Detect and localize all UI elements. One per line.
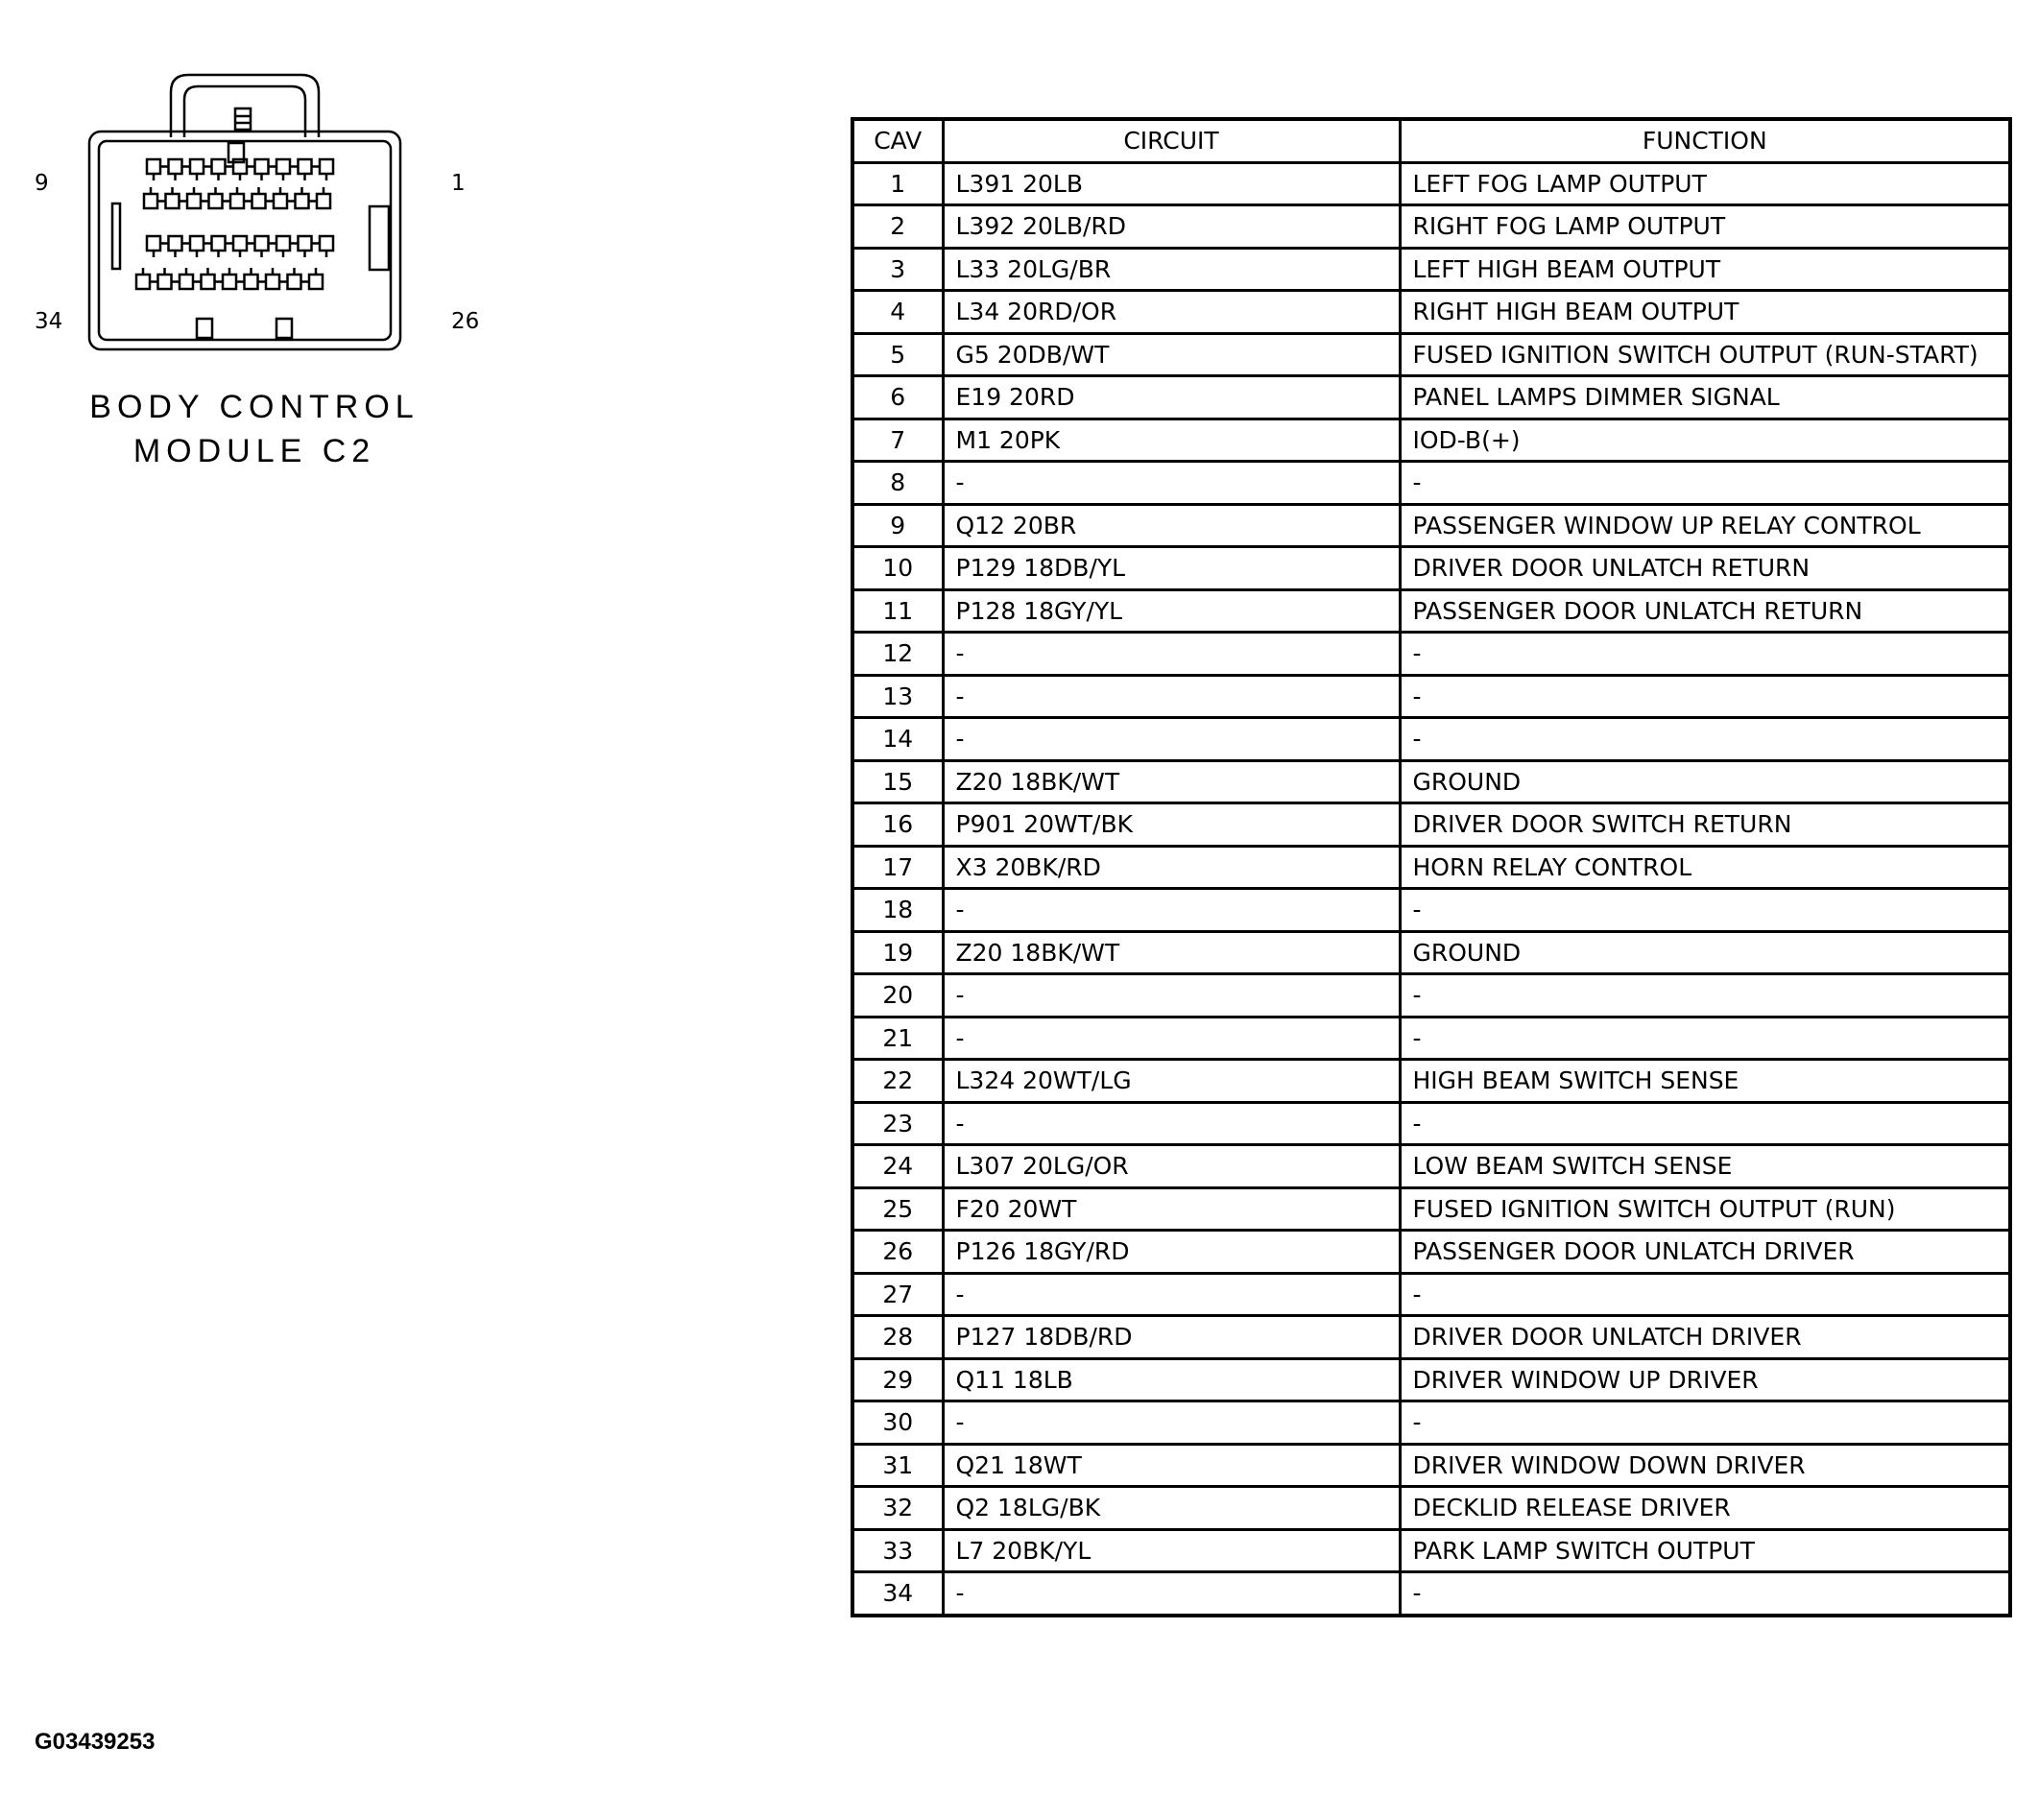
cavity-terminal [212, 236, 226, 251]
cavity-terminal [320, 159, 333, 174]
circuit-cell: - [943, 1401, 1400, 1445]
table-row [852, 291, 2010, 334]
connector-title-line-2: MODULE C2 [132, 433, 376, 469]
circuit-cell: L33 20LG/BR [943, 248, 1400, 291]
circuit-cell: P129 18DB/YL [943, 547, 1400, 590]
connector-title-line-1: BODY CONTROL [89, 389, 420, 425]
table-row [852, 1358, 2010, 1401]
key-right [370, 206, 389, 270]
table-row [852, 1273, 2010, 1316]
function-cell: PASSENGER DOOR UNLATCH DRIVER [1400, 1231, 2010, 1274]
circuit-cell: P126 18GY/RD [943, 1231, 1400, 1274]
cav-cell: 12 [852, 633, 943, 676]
circuit-cell: L34 20RD/OR [943, 291, 1400, 334]
circuit-cell: L392 20LB/RD [943, 205, 1400, 249]
circuit-cell: - [943, 889, 1400, 932]
circuit-cell: Q11 18LB [943, 1358, 1400, 1401]
cav-cell: 28 [852, 1316, 943, 1359]
cavity-terminal [190, 236, 204, 251]
table-row [852, 1187, 2010, 1231]
circuit-cell: L324 20WT/LG [943, 1060, 1400, 1103]
function-cell: FUSED IGNITION SWITCH OUTPUT (RUN-START) [1400, 333, 2010, 376]
function-cell: PASSENGER DOOR UNLATCH RETURN [1400, 589, 2010, 633]
function-cell: - [1400, 718, 2010, 761]
cav-cell: 30 [852, 1401, 943, 1445]
cav-cell: 8 [852, 462, 943, 505]
function-cell: DRIVER DOOR UNLATCH RETURN [1400, 547, 2010, 590]
cavity-terminal [147, 159, 160, 174]
cavity-terminal [274, 194, 287, 208]
function-cell: - [1400, 1273, 2010, 1316]
cavity-terminal [144, 194, 157, 208]
cavity-terminal [299, 236, 312, 251]
function-cell: LOW BEAM SWITCH SENSE [1400, 1145, 2010, 1188]
table-row [852, 1231, 2010, 1274]
cavity-terminal [230, 194, 244, 208]
table-row [852, 803, 2010, 847]
connector-body-inner [99, 141, 391, 340]
cav-cell: 5 [852, 333, 943, 376]
table-row [852, 419, 2010, 462]
key-left [112, 204, 120, 269]
cav-cell: 2 [852, 205, 943, 249]
cavity-terminal [299, 159, 312, 174]
circuit-cell: - [943, 1017, 1400, 1060]
pin-label-bottom-left: 34 [35, 309, 63, 334]
cav-cell: 29 [852, 1358, 943, 1401]
cavity-terminal [166, 194, 180, 208]
cav-cell: 17 [852, 846, 943, 889]
cav-cell: 34 [852, 1572, 943, 1616]
pinout-table [851, 117, 2012, 1617]
function-cell: DRIVER WINDOW DOWN DRIVER [1400, 1444, 2010, 1487]
cav-cell: 10 [852, 547, 943, 590]
function-cell: HIGH BEAM SWITCH SENSE [1400, 1060, 2010, 1103]
function-cell: - [1400, 974, 2010, 1018]
function-cell: RIGHT FOG LAMP OUTPUT [1400, 205, 2010, 249]
cavity-terminal [245, 275, 258, 289]
cavity-terminal [317, 194, 330, 208]
table-row [852, 462, 2010, 505]
table-row [852, 333, 2010, 376]
cavity-terminal [296, 194, 309, 208]
function-cell: - [1400, 1401, 2010, 1445]
table-row [852, 1145, 2010, 1188]
cav-cell: 31 [852, 1444, 943, 1487]
table-row [852, 633, 2010, 676]
circuit-cell: Z20 18BK/WT [943, 760, 1400, 803]
function-cell: - [1400, 1017, 2010, 1060]
circuit-cell: - [943, 1572, 1400, 1616]
cavity-terminal [309, 275, 323, 289]
cavity-terminal [190, 159, 204, 174]
cavity-terminal [169, 236, 182, 251]
key-bottom-2 [276, 319, 292, 338]
circuit-cell: L7 20BK/YL [943, 1529, 1400, 1572]
function-cell: DRIVER WINDOW UP DRIVER [1400, 1358, 2010, 1401]
cav-cell: 16 [852, 803, 943, 847]
cav-cell: 20 [852, 974, 943, 1018]
circuit-cell: M1 20PK [943, 419, 1400, 462]
cav-cell: 9 [852, 504, 943, 547]
cav-cell: 32 [852, 1487, 943, 1530]
function-cell: FUSED IGNITION SWITCH OUTPUT (RUN) [1400, 1187, 2010, 1231]
function-cell: - [1400, 462, 2010, 505]
latch-tab [235, 108, 251, 130]
header-cav: CAV [852, 119, 943, 162]
pin-label-top-right: 1 [451, 171, 466, 196]
header-circuit: CIRCUIT [943, 119, 1400, 162]
circuit-cell: - [943, 1273, 1400, 1316]
cav-cell: 26 [852, 1231, 943, 1274]
cav-cell: 4 [852, 291, 943, 334]
circuit-cell: - [943, 1102, 1400, 1145]
function-cell: DRIVER DOOR SWITCH RETURN [1400, 803, 2010, 847]
table-row [852, 931, 2010, 974]
table-row [852, 205, 2010, 249]
circuit-cell: - [943, 675, 1400, 718]
circuit-cell: - [943, 974, 1400, 1018]
cavity-terminal [147, 236, 160, 251]
table-row [852, 248, 2010, 291]
connector-figure [19, 58, 499, 480]
table-row [852, 547, 2010, 590]
cav-cell: 23 [852, 1102, 943, 1145]
circuit-cell: L307 20LG/OR [943, 1145, 1400, 1188]
cavity-terminal [158, 275, 172, 289]
table-row [852, 718, 2010, 761]
cav-cell: 22 [852, 1060, 943, 1103]
function-cell: GROUND [1400, 931, 2010, 974]
connector-body-outer [89, 132, 400, 349]
table-row [852, 974, 2010, 1018]
function-cell: PASSENGER WINDOW UP RELAY CONTROL [1400, 504, 2010, 547]
table-row [852, 1316, 2010, 1359]
table-row [852, 760, 2010, 803]
cavity-terminal [136, 275, 150, 289]
table-row [852, 1529, 2010, 1572]
cavity-terminal [320, 236, 333, 251]
function-cell: IOD-B(+) [1400, 419, 2010, 462]
table-row [852, 1444, 2010, 1487]
cavity-terminal [255, 159, 269, 174]
pin-label-top-left: 9 [35, 171, 49, 196]
cavity-terminal [255, 236, 269, 251]
circuit-cell: L391 20LB [943, 162, 1400, 205]
cavity-terminal [276, 159, 290, 174]
cav-cell: 25 [852, 1187, 943, 1231]
pinout-table-body [852, 162, 2010, 1616]
cav-cell: 33 [852, 1529, 943, 1572]
cav-cell: 18 [852, 889, 943, 932]
function-cell: PARK LAMP SWITCH OUTPUT [1400, 1529, 2010, 1572]
table-row [852, 1487, 2010, 1530]
circuit-cell: X3 20BK/RD [943, 846, 1400, 889]
circuit-cell: Q21 18WT [943, 1444, 1400, 1487]
table-row [852, 1572, 2010, 1616]
figure-id: G03439253 [35, 1729, 156, 1755]
cav-cell: 19 [852, 931, 943, 974]
cav-cell: 1 [852, 162, 943, 205]
connector-diagram [19, 58, 499, 365]
function-cell: DECKLID RELEASE DRIVER [1400, 1487, 2010, 1530]
table-row [852, 1102, 2010, 1145]
circuit-cell: - [943, 718, 1400, 761]
circuit-cell: P901 20WT/BK [943, 803, 1400, 847]
cavity-terminal [266, 275, 279, 289]
cavity-terminal [180, 275, 193, 289]
table-row [852, 376, 2010, 419]
circuit-cell: Z20 18BK/WT [943, 931, 1400, 974]
circuit-cell: P128 18GY/YL [943, 589, 1400, 633]
cav-cell: 6 [852, 376, 943, 419]
function-cell: RIGHT HIGH BEAM OUTPUT [1400, 291, 2010, 334]
cav-cell: 11 [852, 589, 943, 633]
cavity-terminal [169, 159, 182, 174]
circuit-cell: Q2 18LG/BK [943, 1487, 1400, 1530]
table-header-row [852, 119, 2010, 162]
cav-cell: 7 [852, 419, 943, 462]
table-row [852, 504, 2010, 547]
table-row [852, 846, 2010, 889]
pin-label-bottom-right: 26 [451, 309, 480, 334]
circuit-cell: - [943, 462, 1400, 505]
header-function: FUNCTION [1400, 119, 2010, 162]
cav-cell: 3 [852, 248, 943, 291]
table-row [852, 162, 2010, 205]
cavity-terminal [276, 236, 290, 251]
cavity-terminal [187, 194, 201, 208]
function-cell: PANEL LAMPS DIMMER SIGNAL [1400, 376, 2010, 419]
function-cell: - [1400, 1102, 2010, 1145]
circuit-cell: G5 20DB/WT [943, 333, 1400, 376]
cav-cell: 21 [852, 1017, 943, 1060]
function-cell: HORN RELAY CONTROL [1400, 846, 2010, 889]
function-cell: - [1400, 1572, 2010, 1616]
function-cell: LEFT FOG LAMP OUTPUT [1400, 162, 2010, 205]
circuit-cell: Q12 20BR [943, 504, 1400, 547]
table-row [852, 675, 2010, 718]
circuit-cell: F20 20WT [943, 1187, 1400, 1231]
table-row [852, 1017, 2010, 1060]
cav-cell: 15 [852, 760, 943, 803]
cavity-terminal [212, 159, 226, 174]
function-cell: - [1400, 633, 2010, 676]
cav-cell: 13 [852, 675, 943, 718]
cavity-terminal [209, 194, 223, 208]
function-cell: - [1400, 889, 2010, 932]
cavity-terminal [252, 194, 266, 208]
cav-cell: 24 [852, 1145, 943, 1188]
function-cell: LEFT HIGH BEAM OUTPUT [1400, 248, 2010, 291]
cav-cell: 27 [852, 1273, 943, 1316]
circuit-cell: E19 20RD [943, 376, 1400, 419]
function-cell: GROUND [1400, 760, 2010, 803]
table-row [852, 1401, 2010, 1445]
cavity-terminal [288, 275, 301, 289]
circuit-cell: P127 18DB/RD [943, 1316, 1400, 1359]
function-cell: DRIVER DOOR UNLATCH DRIVER [1400, 1316, 2010, 1359]
cavity-terminal [233, 236, 247, 251]
cav-cell: 14 [852, 718, 943, 761]
table-row [852, 1060, 2010, 1103]
cavity-terminal [223, 275, 236, 289]
function-cell: - [1400, 675, 2010, 718]
table-row [852, 589, 2010, 633]
table-row [852, 889, 2010, 932]
cavity-terminal [202, 275, 215, 289]
circuit-cell: - [943, 633, 1400, 676]
key-bottom-1 [197, 319, 212, 338]
latch-outer [171, 75, 319, 137]
